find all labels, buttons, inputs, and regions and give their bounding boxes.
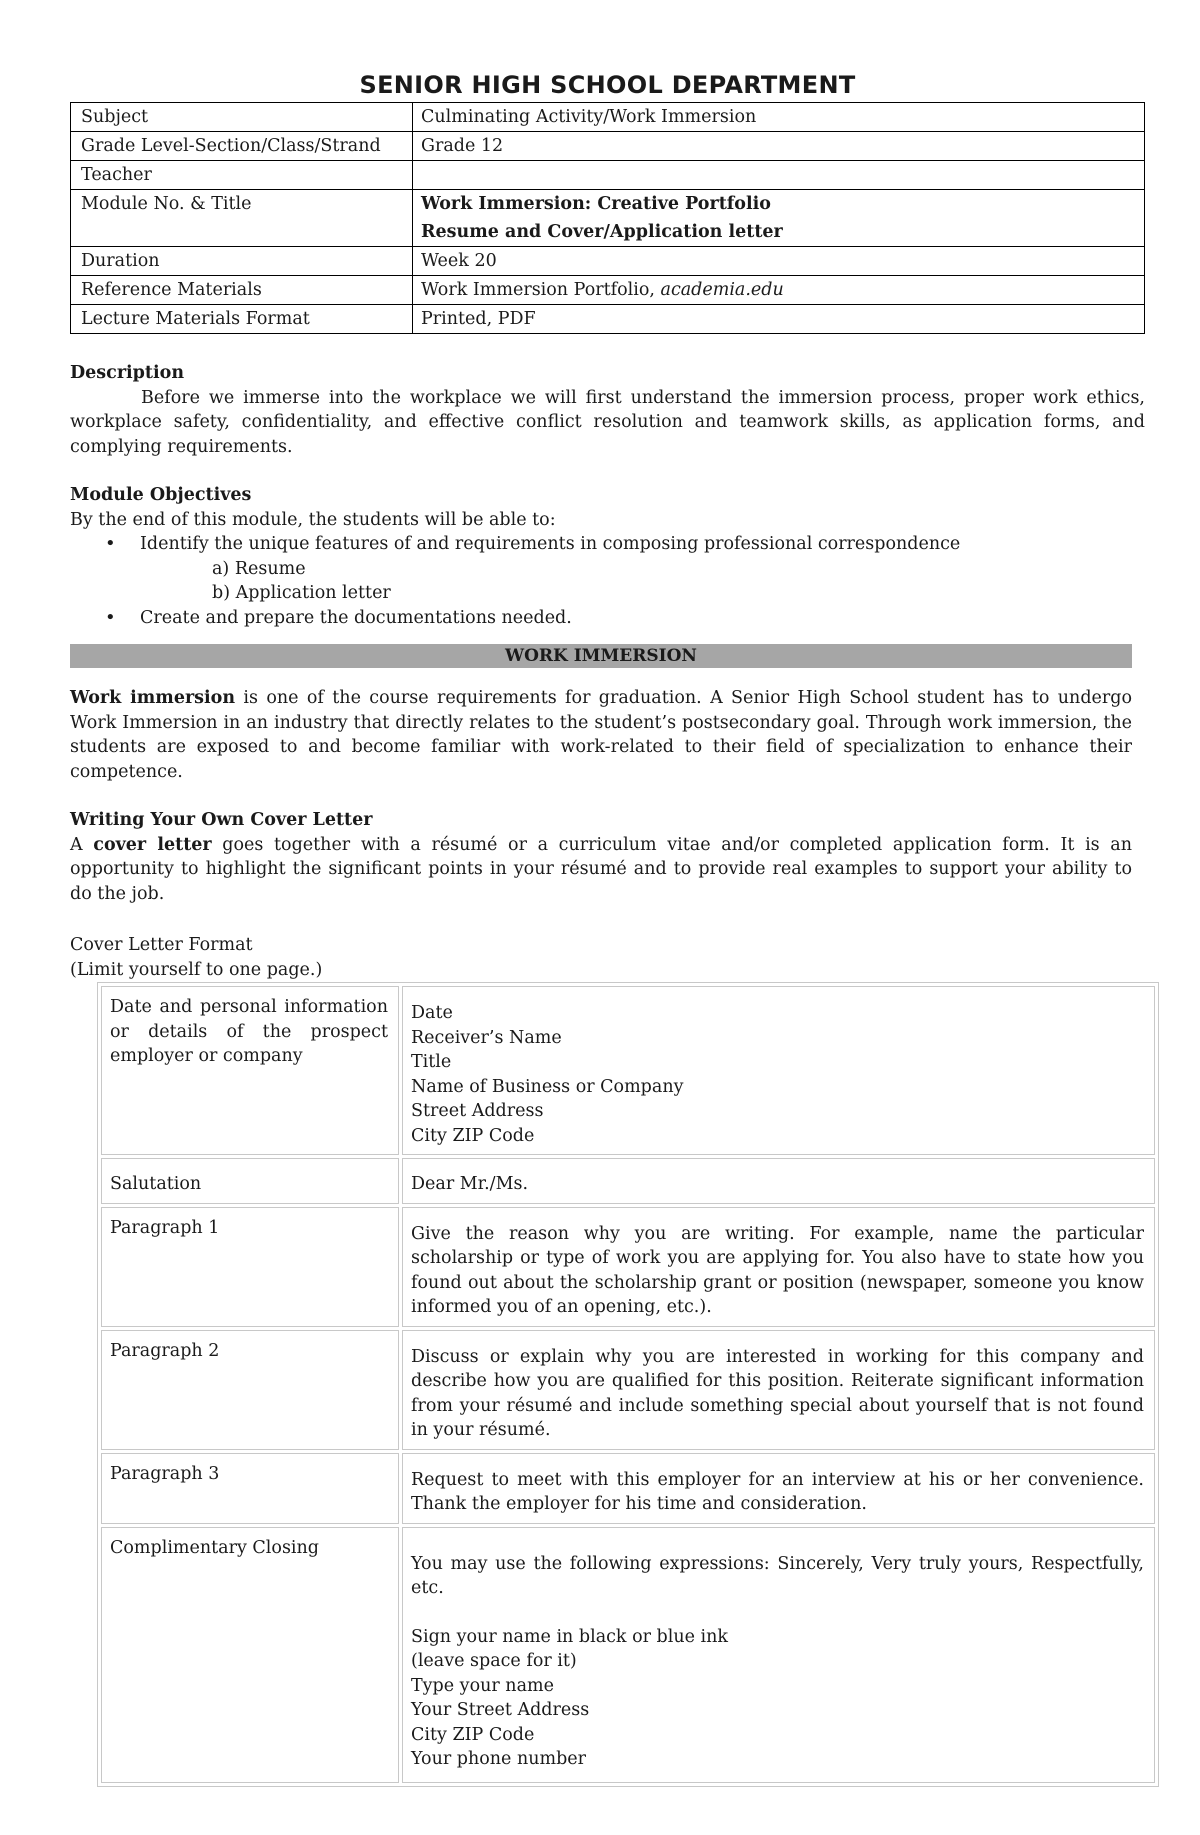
info-value <box>413 161 1145 190</box>
info-label: Module No. & Title <box>71 190 413 247</box>
format-label: Complimentary Closing <box>101 1527 399 1783</box>
info-value: Week 20 <box>413 247 1145 276</box>
format-label: Paragraph 3 <box>101 1453 399 1524</box>
table-row <box>101 1158 1155 1204</box>
format-content: Date Receiver’s Name Title Name of Business or Company Street Address City ZIP Code <box>402 986 1155 1155</box>
document-page <box>70 68 1145 1787</box>
format-note: (Limit yourself to one page.) <box>70 959 323 980</box>
info-label: Teacher <box>71 161 413 190</box>
info-value <box>413 190 1145 247</box>
cover-letter-heading: Writing Your Own Cover Letter <box>70 810 373 830</box>
section-banner: WORK IMMERSION <box>70 644 1132 668</box>
table-row <box>71 247 1145 276</box>
work-immersion-text: is one of the course requirements for graduation. A Senior High School student has to undergo Work Immersion in an industry that directly relates to the student’s postsecondary goal. Through work immersion, the students are exposed to and become familiar with work-related to their field of specialization to enhance their competence. <box>70 688 1132 782</box>
table-row <box>101 1453 1155 1524</box>
cover-letter-format-table <box>97 982 1159 1787</box>
cover-letter-text: goes together with a résumé or a curriculum vitae and/or completed application form. It is an opportunity to highlight the significant points in your résumé and to provide real examples to support your ability to do the job. <box>70 834 1133 904</box>
format-content: Discuss or explain why you are interested in working for this company and describe how you are qualified for this position. Reiterate significant information from your résumé and include something special about yourself that is not found in your résumé. <box>402 1330 1155 1450</box>
module-title-line1: Work Immersion: Creative Portfolio <box>421 194 771 214</box>
info-label: Subject <box>71 103 413 132</box>
format-label: Paragraph 1 <box>101 1207 399 1327</box>
format-title: Cover Letter Format <box>70 935 253 955</box>
table-row <box>101 1527 1155 1783</box>
objectives-heading: Module Objectives <box>70 485 252 505</box>
reference-text: Work Immersion Portfolio, <box>421 280 661 300</box>
info-label: Lecture Materials Format <box>71 305 413 334</box>
info-value: Culminating Activity/Work Immersion <box>413 103 1145 132</box>
table-row <box>71 276 1145 305</box>
objectives-intro: By the end of this module, the students will be able to: <box>70 509 556 530</box>
closing-expressions: You may use the following expressions: Sincerely, Very truly yours, Respectfully, etc. <box>411 1553 1144 1598</box>
table-row <box>101 1330 1155 1450</box>
page-title: SENIOR HIGH SCHOOL DEPARTMENT <box>359 71 856 99</box>
table-row <box>71 103 1145 132</box>
format-content: Request to meet with this employer for an interview at his or her convenience. Thank the employer for his time and consideration. <box>402 1453 1155 1524</box>
description-heading: Description <box>70 363 185 383</box>
table-row <box>71 305 1145 334</box>
info-value: Grade 12 <box>413 132 1145 161</box>
list-item: • Create and prepare the documentations needed. <box>140 606 1145 631</box>
work-immersion-term: Work immersion <box>70 688 236 708</box>
objective-sub-item: a) Resume <box>212 558 306 579</box>
info-label: Reference Materials <box>71 276 413 305</box>
list-item: • Identify the unique features of and requirements in composing professional correspondence <box>140 532 1145 557</box>
work-immersion-paragraph <box>70 686 1132 784</box>
info-value <box>413 276 1145 305</box>
info-value: Printed, PDF <box>413 305 1145 334</box>
format-label: Date and personal information or details of the prospect employer or company <box>101 986 399 1155</box>
module-title-line2: Resume and Cover/Application letter <box>421 222 783 242</box>
cover-letter-paragraph <box>70 833 1132 907</box>
format-content: Give the reason why you are writing. For example, name the particular scholarship or type of work you are applying for. You also have to state how you found out about the scholarship grant or position (newspaper, someone you know informed you of an opening, etc.). <box>402 1207 1155 1327</box>
table-row <box>101 986 1155 1155</box>
closing-signature-block: Sign your name in black or blue ink (leave space for it) Type your name Your Street Address City ZIP Code Your phone number <box>411 1626 729 1769</box>
table-row <box>71 190 1145 247</box>
table-row <box>101 1207 1155 1327</box>
format-content: Dear Mr./Ms. <box>402 1158 1155 1204</box>
objectives-list <box>70 532 1145 557</box>
info-label: Duration <box>71 247 413 276</box>
table-row <box>71 132 1145 161</box>
format-label: Paragraph 2 <box>101 1330 399 1450</box>
format-content <box>402 1527 1155 1783</box>
info-label: Grade Level-Section/Class/Strand <box>71 132 413 161</box>
cover-letter-lead: A <box>70 834 94 855</box>
objectives-list-2 <box>70 606 1145 631</box>
description-text: Before we immerse into the workplace we will first understand the immersion process, proper work ethics, workplace safety, confidentiality, and effective conflict resolution and teamwork skills, as application forms, and complying requirements. <box>70 387 1145 457</box>
reference-source: academia.edu <box>660 280 784 300</box>
cover-letter-term: cover letter <box>93 834 212 855</box>
table-row <box>71 161 1145 190</box>
objective-sub-item: b) Application letter <box>212 583 391 603</box>
module-info-table <box>70 102 1145 334</box>
format-label: Salutation <box>101 1158 399 1204</box>
